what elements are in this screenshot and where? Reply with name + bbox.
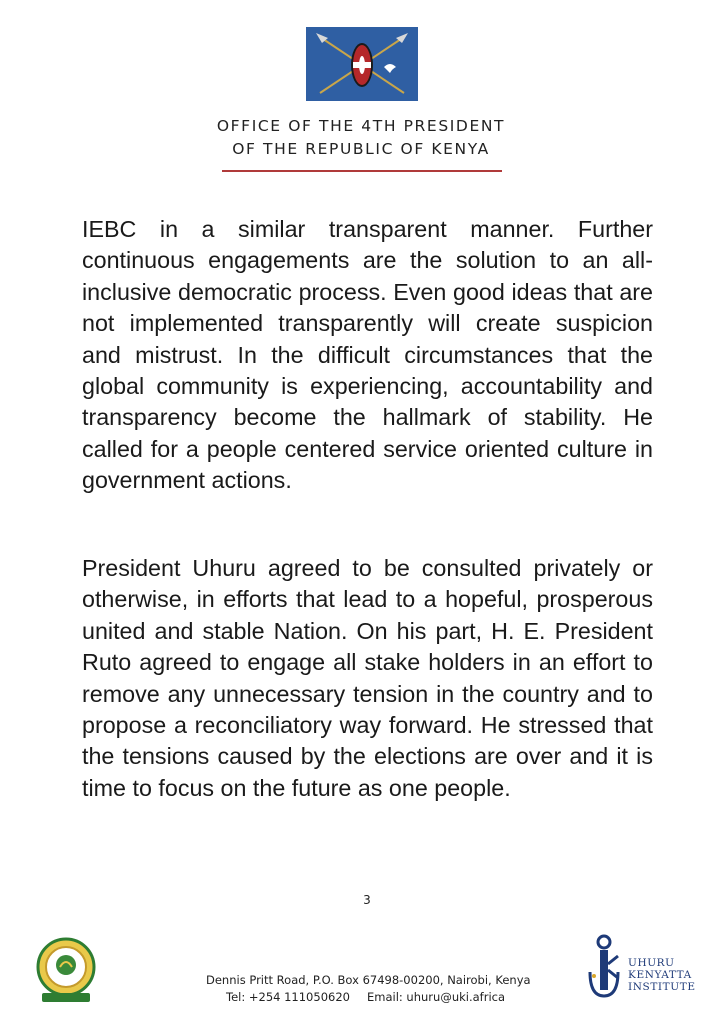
body-paragraph-2: President Uhuru agreed to be consulted privately or otherwise, in efforts that lead to a hopeful, prosperous united and stable Nation. On his part, H. E. President Ruto agreed to engage all stake holders in an effort to remove any unnecessary tension in the country and to propose a reconciliatory way forward. He stressed that the tensions caused by the elections are over and it is time to focus on the future as one people. bbox=[82, 555, 653, 801]
office-title-line-2: OF THE REPUBLIC OF KENYA bbox=[232, 140, 490, 158]
footer-email[interactable]: Email: uhuru@uki.africa bbox=[367, 990, 506, 1004]
eac-seal-icon bbox=[34, 935, 98, 1007]
uki-name-line-1: UHURU bbox=[628, 957, 675, 969]
uki-name-line-3: INSTITUTE bbox=[628, 981, 696, 993]
kenya-emblem bbox=[306, 27, 418, 101]
footer-tel: Tel: +254 111050620 bbox=[226, 990, 350, 1004]
uki-anchor-icon bbox=[586, 934, 626, 1004]
office-title-line-1: OFFICE OF THE 4TH PRESIDENT bbox=[216, 117, 506, 135]
uki-name bbox=[628, 957, 696, 993]
uki-logo bbox=[586, 934, 626, 1004]
body-paragraph-1: IEBC in a similar transparent manner. Further continuous engagements are the solution to an all-inclusive democratic process. Even good ideas that are not implemented transparently will create suspicion and mistrust. In the difficult circumstances that the global community is experiencing, accountability and transparency become the hallmark of stability. He called for a people centered service oriented culture in government actions. bbox=[82, 216, 653, 494]
footer-address: Dennis Pritt Road, P.O. Box 67498-00200, Nairobi, Kenya bbox=[206, 973, 531, 987]
header-divider bbox=[222, 170, 502, 172]
shield-spears-icon bbox=[306, 27, 418, 101]
page-number: 3 bbox=[363, 893, 371, 907]
eac-seal bbox=[34, 935, 98, 1007]
uki-name-line-2: KENYATTA bbox=[628, 969, 692, 981]
